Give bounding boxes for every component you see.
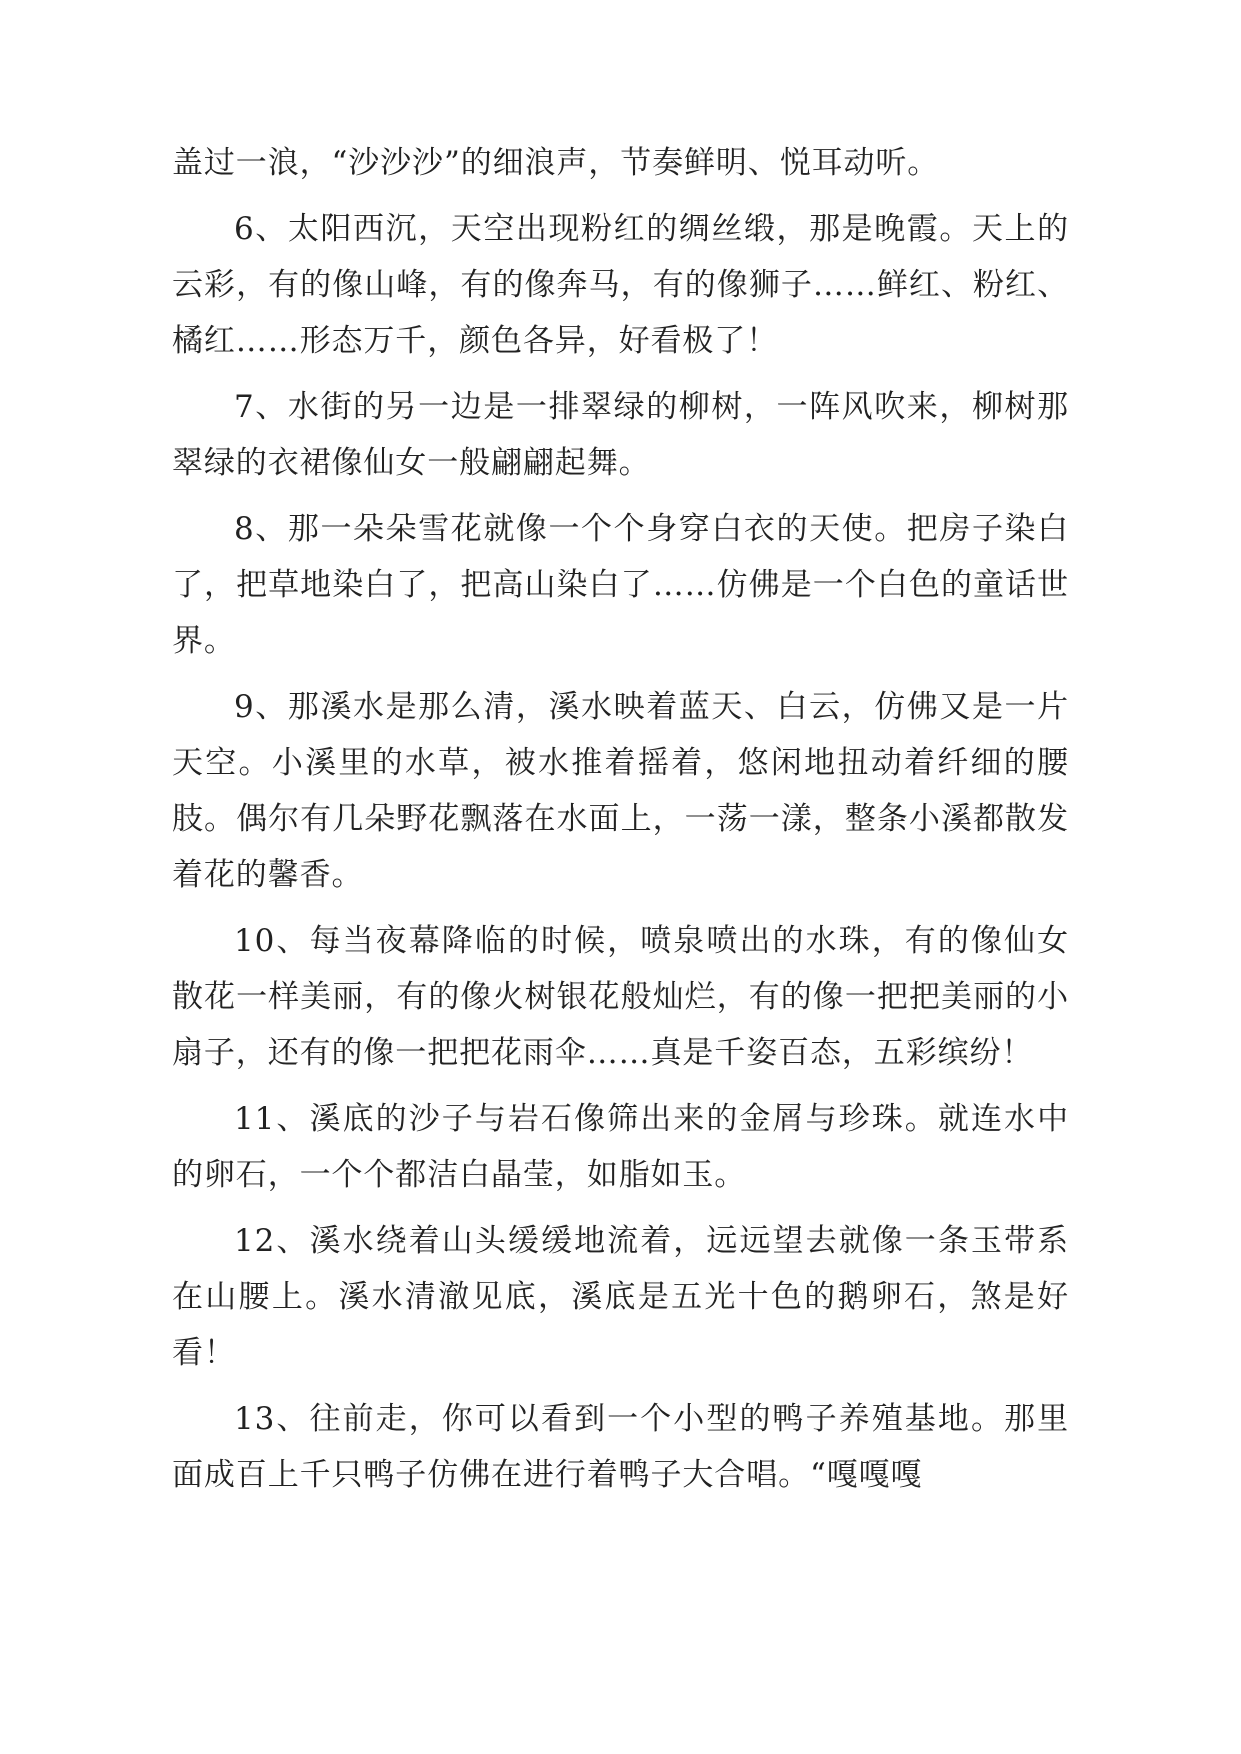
paragraph-8: 8、那一朵朵雪花就像一个个身穿白衣的天使。把房子染白了，把草地染白了，把高山染白了……仿佛是一个白色的童话世界。	[172, 511, 1069, 659]
paragraph-7: 7、水街的另一边是一排翠绿的柳树，一阵风吹来，柳树那翠绿的衣裙像仙女一般翩翩起舞。	[172, 389, 1069, 481]
paragraph-13: 13、往前走，你可以看到一个小型的鸭子养殖基地。那里面成百上千只鸭子仿佛在进行着鸭子大合唱。“嘎嘎嘎	[172, 1401, 1069, 1493]
paragraph-10: 10、每当夜幕降临的时候，喷泉喷出的水珠，有的像仙女散花一样美丽，有的像火树银花般灿烂，有的像一把把美丽的小扇子，还有的像一把把花雨伞……真是千姿百态，五彩缤纷！	[172, 923, 1069, 1071]
document-page	[172, 135, 1069, 1513]
paragraph-12: 12、溪水绕着山头缓缓地流着，远远望去就像一条玉带系在山腰上。溪水清澈见底，溪底是五光十色的鹅卵石，煞是好看！	[172, 1223, 1069, 1371]
paragraph-11: 11、溪底的沙子与岩石像筛出来的金屑与珍珠。就连水中的卵石，一个个都洁白晶莹，如脂如玉。	[172, 1101, 1069, 1193]
paragraph-continuation: 盖过一浪，“沙沙沙”的细浪声，节奏鲜明、悦耳动听。	[172, 145, 940, 181]
paragraph-9: 9、那溪水是那么清，溪水映着蓝天、白云，仿佛又是一片天空。小溪里的水草，被水推着摇着，悠闲地扭动着纤细的腰肢。偶尔有几朵野花飘落在水面上，一荡一漾，整条小溪都散发着花的馨香。	[172, 689, 1069, 893]
paragraph-6: 6、太阳西沉，天空出现粉红的绸丝缎，那是晚霞。天上的云彩，有的像山峰，有的像奔马，有的像狮子……鲜红、粉红、橘红……形态万千，颜色各异，好看极了！	[172, 211, 1069, 359]
